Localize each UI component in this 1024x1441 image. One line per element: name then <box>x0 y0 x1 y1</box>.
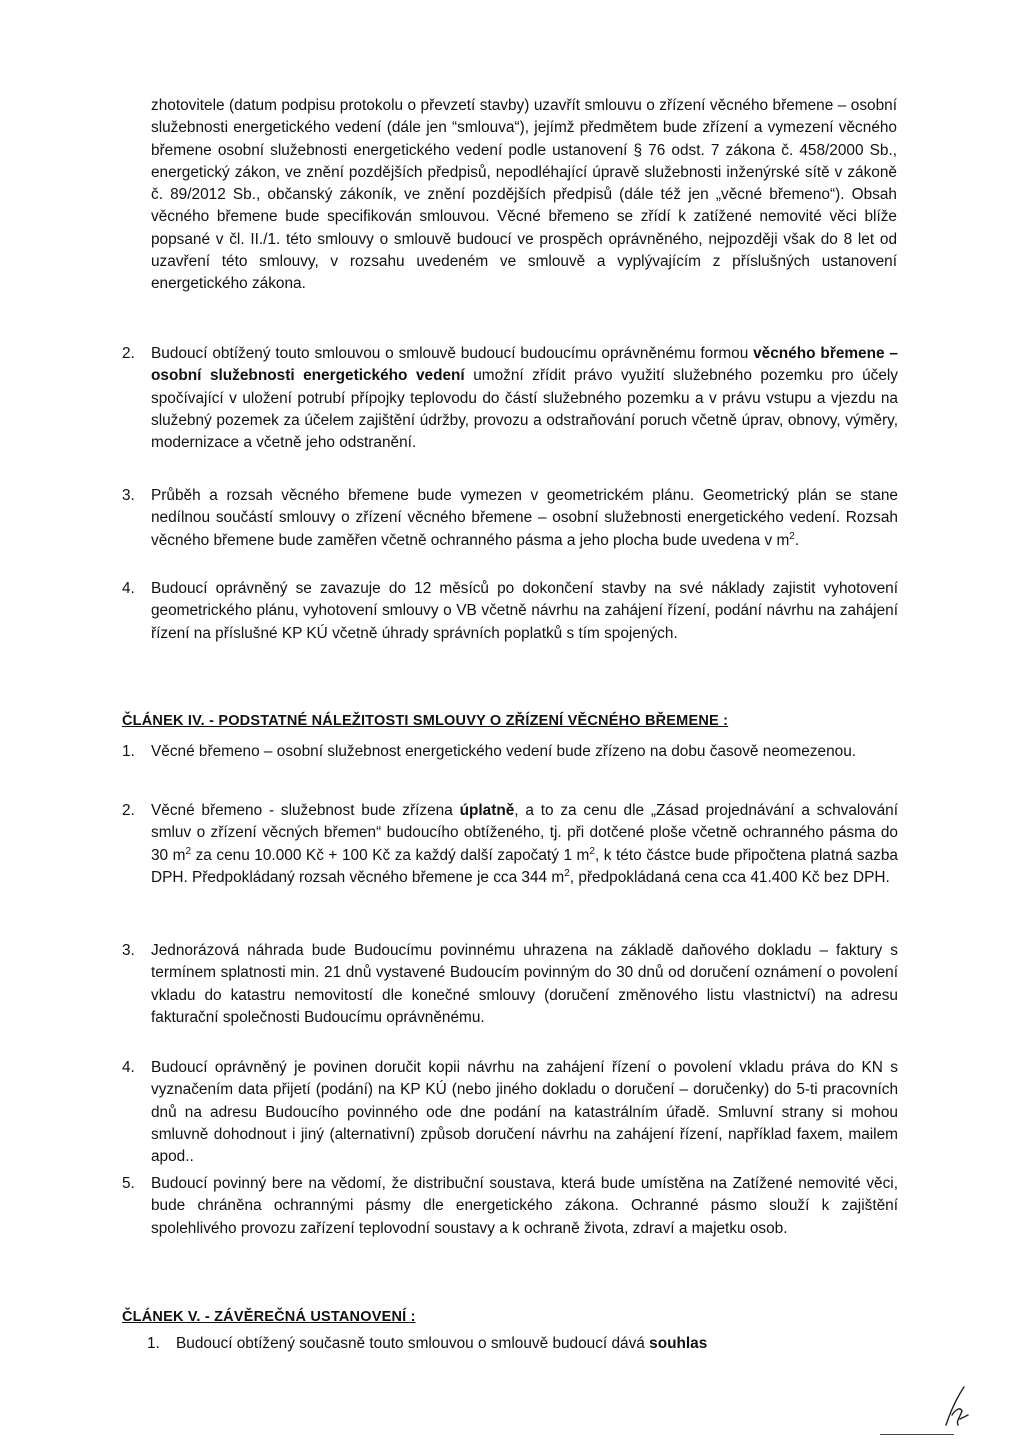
item-text: Jednorázová náhrada bude Budoucímu povinnému uhrazena na základě daňového dokladu – faktury s termínem splatnosti min. 21 dnů vystavené Budoucím povinným do 30 dnů od doručení oznámení o povolení vkladu do katastru nemovitostí dle konečné smlouvy (doručení změnového listu vlastnictví) na adresu fakturační společnosti Budoucímu oprávněnému. <box>151 942 898 1026</box>
divider <box>880 1434 954 1435</box>
list-item <box>122 343 898 454</box>
list-item <box>122 1333 898 1355</box>
item-number: 2. <box>122 802 135 819</box>
list-item <box>122 485 898 552</box>
item-text: Budoucí oprávněný je povinen doručit kopii návrhu na zahájení řízení o povolení vkladu práva do KN s vyznačením data přijetí (podání) na KP KÚ (nebo jiného dokladu o doručení – doručenky) do 5-ti pracovních dnů na adresu Budoucího povinného ode dne podání na katastrálním úřadě. Smluvní strany si mohou smluvně dohodnout i jiný (alternativní) způsob doručení návrhu na zahájení řízení, například faxem, mailem apod.. <box>151 1059 898 1166</box>
list-item <box>122 1057 898 1168</box>
item-text: Průběh a rozsah věcného břemene bude vymezen v geometrickém plánu. Geometrický plán se stane nedílnou součástí smlouvy o zřízení věcného břemene – osobní služebnosti energetického vedení. Rozsah věcného břemene bude zaměřen včetně ochranného pásma a jeho plocha bude uvedena v $m^2$. <box>151 487 898 549</box>
item-text: Budoucí obtížený touto smlouvou o smlouvě budoucí budoucímu oprávněnému formou věcného břemene – osobní služebnosti energetického vedení umožní zřídit právo využití služebného pozemku pro účely spočívající v uložení potrubí přípojky teplovodu do částí služebného pozemku a v právu vstupu a vjezdu na služebný pozemek za účelem zajištění údržby, provozu a odstraňování poruch včetně úprav, obnovy, výměry, modernizace a včetně jeho odstranění. <box>151 345 898 452</box>
signature-initials-icon <box>938 1385 972 1427</box>
list-item <box>122 578 898 645</box>
item-text: Věcné břemeno - služebnost bude zřízena úplatně, a to za cenu dle „Zásad projednávání a schvalování smluv o zřízení věcných břemen“ budoucího obtíženého, tj. při dotčené ploše včetně ochranného pásma do 30 $m^2$ za cenu 10.000 Kč + 100 Kč za každý další započatý 1 $m^2$, k této částce bude připočtena platná sazba DPH. Předpokládaný rozsah věcného břemene je cca 344 $m^2$, předpokládaná cena cca 41.400 Kč bez DPH. <box>151 802 898 886</box>
item-number: 3. <box>122 487 135 504</box>
item-text: Věcné břemeno – osobní služebnost energetického vedení bude zřízeno na dobu časově neomezenou. <box>151 743 857 760</box>
intro-paragraph: zhotovitele (datum podpisu protokolu o převzetí stavby) uzavřít smlouvu o zřízení věcného břemene – osobní služebnosti energetického vedení (dále jen “smlouva“), jejímž předmětem bude zřízení a vymezení věcného břemene osobní služebnosti energetického vedení podle ustanovení § 76 odst. 7 zákona č. 458/2000 Sb., energetický zákon, ve znění pozdějších předpisů, nepodléhající úpravě služebnosti inženýrské sítě v zákoně č. 89/2012 Sb., občanský zákoník, ve znění pozdějších předpisů (dále též jen „věcné břemeno“). Obsah věcného břemene bude specifikován smlouvou. Věcné břemeno se zřídí k zatížené nemovité věci blíže popsané v čl. II./1. této smlouvy o smlouvě budoucí ve prospěch oprávněného, nejpozději však do 8 let od uzavření této smlouvy, v rozsahu uvedeném ve smlouvě a vyplývajícím z příslušných ustanovení energetického zákona. <box>151 97 897 293</box>
item-text: Budoucí povinný bere na vědomí, že distribuční soustava, která bude umístěna na Zatížené nemovité věci, bude chráněna ochrannými pásmy dle energetického zákona. Ochranné pásmo slouží k zajištění spolehlivého provozu zařízení teplovodní soustavy a k ochraně života, zdraví a majetku osob. <box>151 1175 898 1237</box>
item-number: 4. <box>122 1059 135 1076</box>
item-text: Budoucí obtížený současně touto smlouvou o smlouvě budoucí dává souhlas <box>176 1335 708 1352</box>
bold-phrase: souhlas <box>649 1335 708 1352</box>
item-number: 1. <box>122 743 135 760</box>
bold-phrase: úplatně <box>459 802 515 819</box>
item-number: 2. <box>122 345 135 362</box>
list-item <box>122 800 898 889</box>
list-item <box>122 940 898 1029</box>
article-heading: ČLÁNEK V. - ZÁVĚREČNÁ USTANOVENÍ : <box>122 1309 416 1325</box>
item-number: 4. <box>122 580 135 597</box>
list-item <box>122 1173 898 1240</box>
bold-phrase: věcného břemene – osobní služebnosti energetického vedení <box>151 345 898 385</box>
item-text: Budoucí oprávněný se zavazuje do 12 měsíců po dokončení stavby na své náklady zajistit vyhotovení geometrického plánu, vyhotovení smlouvy o VB včetně návrhu na zahájení řízení, podání návrhu na zahájení řízení na příslušné KP KÚ včetně úhrady správních poplatků s tím spojených. <box>151 580 898 642</box>
item-number: 3. <box>122 942 135 959</box>
article-heading: ČLÁNEK IV. - PODSTATNÉ NÁLEŽITOSTI SMLOUVY O ZŘÍZENÍ VĚCNÉHO BŘEMENE : <box>122 713 729 729</box>
item-number: 1. <box>147 1335 160 1352</box>
item-number: 5. <box>122 1175 135 1192</box>
list-item <box>122 741 898 763</box>
